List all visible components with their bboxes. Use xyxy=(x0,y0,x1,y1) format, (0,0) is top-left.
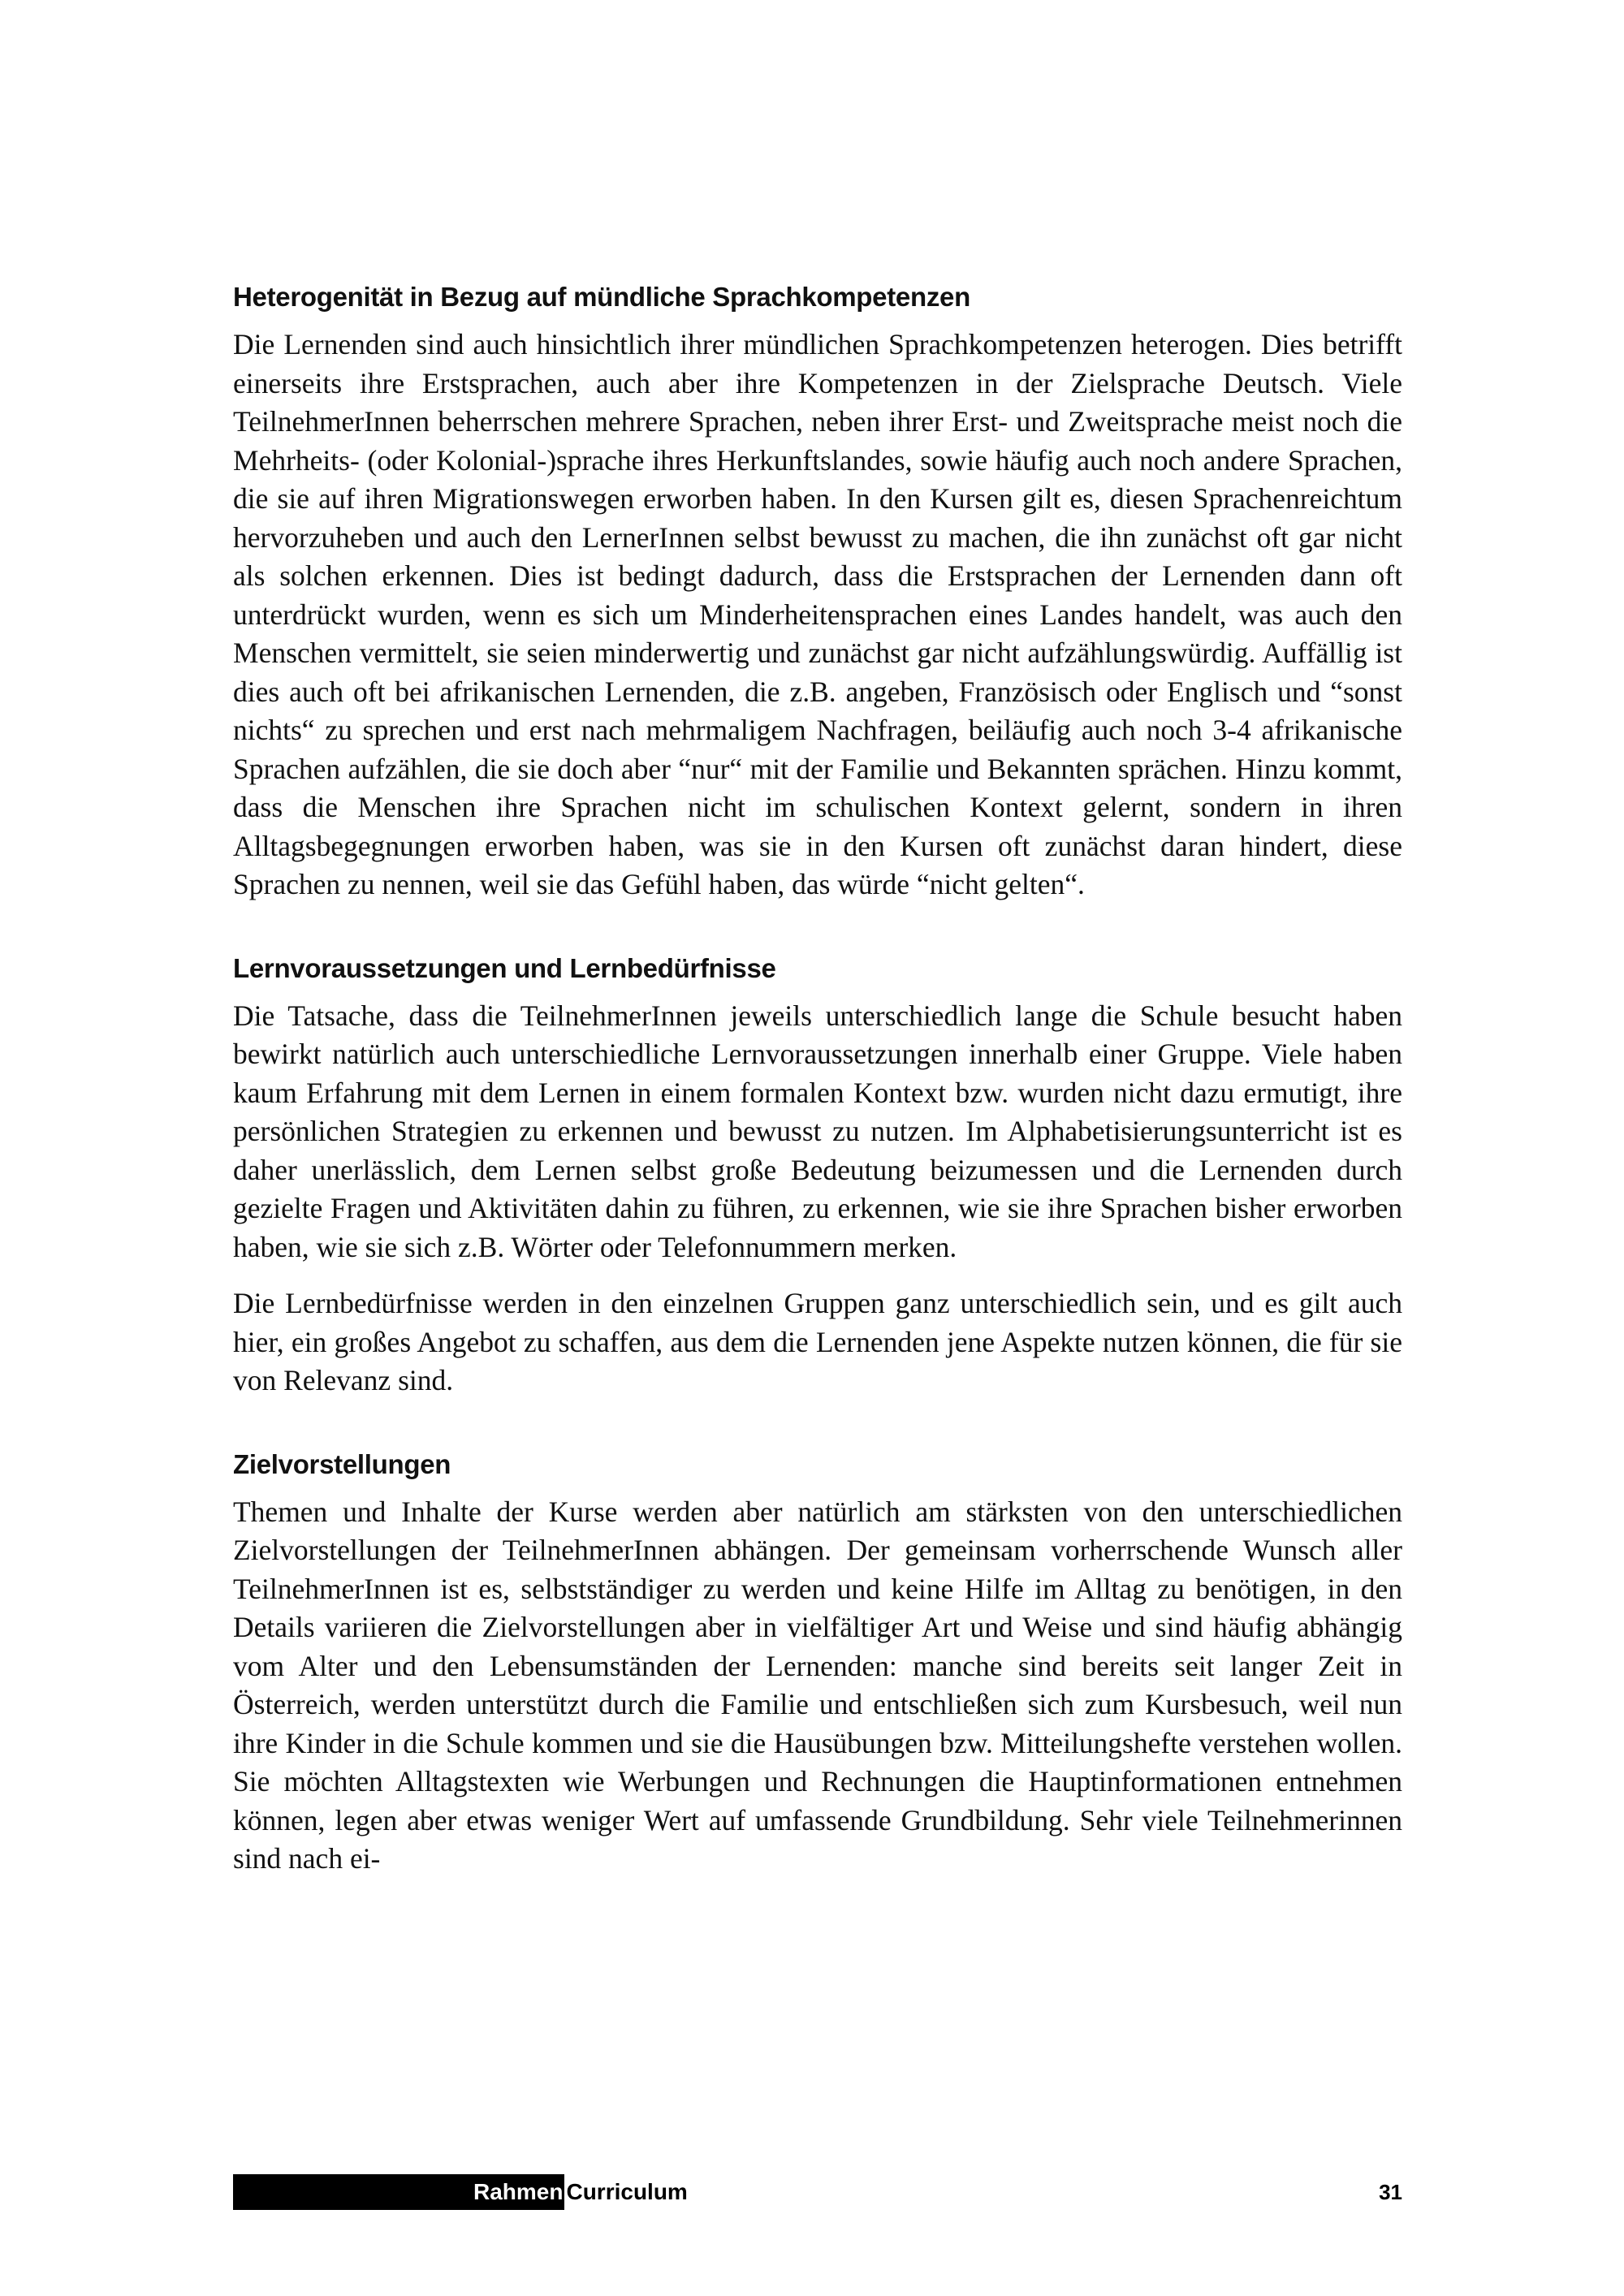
section-learning-prerequisites xyxy=(233,952,1402,1400)
brand-part-rahmen: Rahmen xyxy=(469,2174,564,2210)
footer-brand xyxy=(469,2174,688,2210)
body-paragraph: Die Lernenden sind auch hinsichtlich ihrer mündlichen Sprachkompetenzen heterogen. Dies betrifft einerseits ihre Erstsprachen, auch aber ihre Kompetenzen in der Zielsprache Deutsch. Viele TeilnehmerInnen beherrschen mehrere Sprachen, neben ihrer Erst- und Zweitsprache meist noch die Mehrheits- (oder Kolonial-)sprache ihres Herkunftslandes, sowie häufig auch noch andere Sprachen, die sie auf ihren Migrationswegen erworben haben. In den Kursen gilt es, diesen Sprachenreichtum hervorzuheben und auch den LernerInnen selbst bewusst zu machen, die ihn zunächst oft gar nicht als solchen erkennen. Dies ist bedingt dadurch, dass die Erstsprachen der Lernenden dann oft unterdrückt wurden, wenn es sich um Minderheitensprachen eines Landes handelt, was auch den Menschen vermittelt, sie seien minderwertig und zunächst gar nicht aufzählungswürdig. Auffällig ist dies auch oft bei afrikanischen Lernenden, die z.B. angeben, Französisch oder Englisch und “sonst nichts“ zu sprechen und erst nach mehrmaligem Nachfragen, beiläufig auch noch 3-4 afrikanische Sprachen aufzählen, die sie doch aber “nur“ mit der Familie und Bekannten sprächen. Hinzu kommt, dass die Menschen ihre Sprachen nicht im schulischen Kontext gelernt, sondern in ihren Alltagsbegegnungen erworben haben, was sie in den Kursen oft zunächst daran hindert, diese Sprachen zu nennen, weil sie das Gefühl haben, das würde “nicht gelten“. xyxy=(233,328,1402,900)
section-goals xyxy=(233,1448,1402,1879)
body-paragraph: Themen und Inhalte der Kurse werden aber natürlich am stärksten von den unterschiedlichen Zielvorstellungen der TeilnehmerInnen abhängen. Der gemeinsam vorherrschende Wunsch aller TeilnehmerInnen ist es, selbstständiger zu werden und keine Hilfe im Alltag zu benötigen, in den Details variieren die Zielvorstellungen aber in vielfältiger Art und Weise und sind häufig abhängig vom Alter und den Lebensumständen der Lernenden: manche sind bereits seit langer Zeit in Österreich, werden unterstützt durch die Familie und entschließen sich zum Kursbesuch, weil nun ihre Kinder in die Schule kommen und sie die Hausübungen bzw. Mitteilungshefte verstehen wollen. Sie möchten Alltagstexten wie Werbungen und Rechnungen die Hauptinformationen entnehmen können, legen aber etwas weniger Wert auf umfassende Grundbildung. Sehr viele Teilnehmerinnen sind nach ei- xyxy=(233,1495,1402,1875)
page-footer xyxy=(233,2174,1402,2210)
page-number: 31 xyxy=(1379,2180,1402,2204)
section-heading: Lernvoraussetzungen und Lernbedürfnisse xyxy=(233,952,776,983)
brand-part-curriculum: Curriculum xyxy=(566,2179,688,2204)
section-heading: Zielvorstellungen xyxy=(233,1448,451,1479)
page-content xyxy=(233,280,1402,1879)
section-heading: Heterogenität in Bezug auf mündliche Sprachkompetenzen xyxy=(233,282,970,312)
body-paragraph: Die Lernbedürfnisse werden in den einzelnen Gruppen ganz unterschiedlich sein, und es gilt auch hier, ein großes Angebot zu schaffen, aus dem die Lernenden jene Aspekte nutzen können, die für sie von Relevanz sind. xyxy=(233,1287,1402,1396)
section-oral-competence xyxy=(233,280,1402,904)
body-paragraph: Die Tatsache, dass die TeilnehmerInnen jeweils unterschiedlich lange die Schule besucht haben bewirkt natürlich auch unterschiedliche Lernvoraussetzungen innerhalb einer Gruppe. Viele haben kaum Erfahrung mit dem Lernen in einem formalen Kontext bzw. wurden nicht dazu ermutigt, ihre persönlichen Strategien zu erkennen und bewusst zu nutzen. Im Alphabetisierungsunterricht ist es daher unerlässlich, dem Lernen selbst große Bedeutung beizumessen und die Lernenden durch gezielte Fragen und Aktivitäten dahin zu führen, zu erkennen, wie sie ihre Sprachen bisher erworben haben, wie sie sich z.B. Wörter oder Telefonnummern merken. xyxy=(233,999,1402,1263)
